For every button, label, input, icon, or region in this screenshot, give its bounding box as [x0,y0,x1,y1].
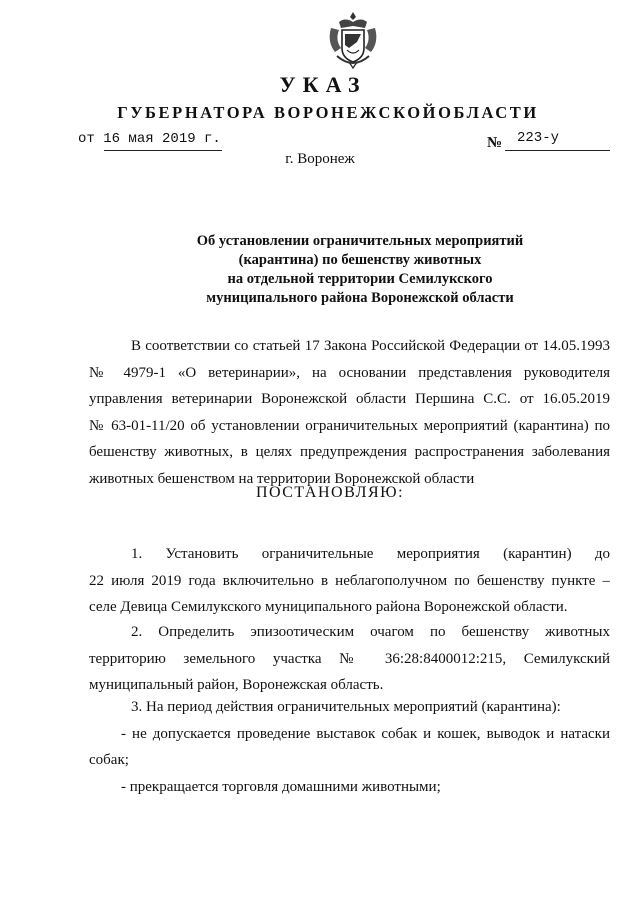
subject-line: Об установлении ограничительных мероприятий [196,233,524,249]
decree-heading: ПОСТАНОВЛЯЮ: [255,484,405,501]
paragraph-line: № 63-01-11/20 об установлении ограничительных мероприятий (карантина) по [89,417,610,434]
document-title: УКАЗ [279,72,367,97]
paragraph-line: 22 июля 2019 года включительно в неблагополучном по бешенству пункте – [89,572,610,589]
paragraph-line: - не допускается проведение выставок собак и кошек, выводок и натаски [121,725,610,742]
paragraph-line: управления ветеринарии Воронежской области Першина С.С. от 16.05.2019 [89,391,610,407]
document-number: 223-у [517,130,560,146]
paragraph-line: В соответствии со статьей 17 Закона Российской Федерации от 14.05.1993 [131,338,610,354]
document-date: 16 мая 2019 г. [103,131,221,147]
paragraph-line: собак; [89,752,129,768]
paragraph-line: территорию земельного участка № 36:28:8400012:215, Семилукский [89,650,610,667]
item-2 [89,619,610,699]
date-prefix: от [78,131,95,147]
paragraph-line: 1. Установить ограничительные мероприятия (карантин) до [131,546,610,562]
city-line: г. Воронеж [285,151,355,167]
subject-line: муниципального района Воронежской области [206,290,514,306]
paragraph-line: селе Девица Семилукского муниципального района Воронежской области. [89,599,568,615]
document-authority: ГУБЕРНАТОРА ВОРОНЕЖСКОЙОБЛАСТИ [117,103,539,122]
item-1 [89,541,610,621]
intro-paragraph [89,333,610,492]
paragraph-line: бешенству животных, в целях предупреждения распространения заболевания [89,444,610,460]
paragraph-line: животных бешенством на территории Воронежской области [89,470,475,487]
coat-of-arms-emblem-icon [327,10,379,72]
item-3 [89,694,610,800]
paragraph-line: 2. Определить эпизоотическим очагом по бешенству животных [131,624,610,640]
document-subject [150,232,570,308]
paragraph-line: № 4979-1 «О ветеринарии», на основании представления руководителя [89,364,610,381]
subject-line: (карантина) по бешенству животных [238,252,482,268]
date-line [78,131,221,147]
paragraph-line: муниципальный район, Воронежская область. [89,677,384,693]
number-label: № [487,135,503,151]
subject-line: на отдельной территории Семилукского [227,271,493,287]
paragraph-line: 3. На период действия ограничительных мероприятий (карантина): [131,699,561,715]
paragraph-line: - прекращается торговля домашними животными; [121,778,441,795]
